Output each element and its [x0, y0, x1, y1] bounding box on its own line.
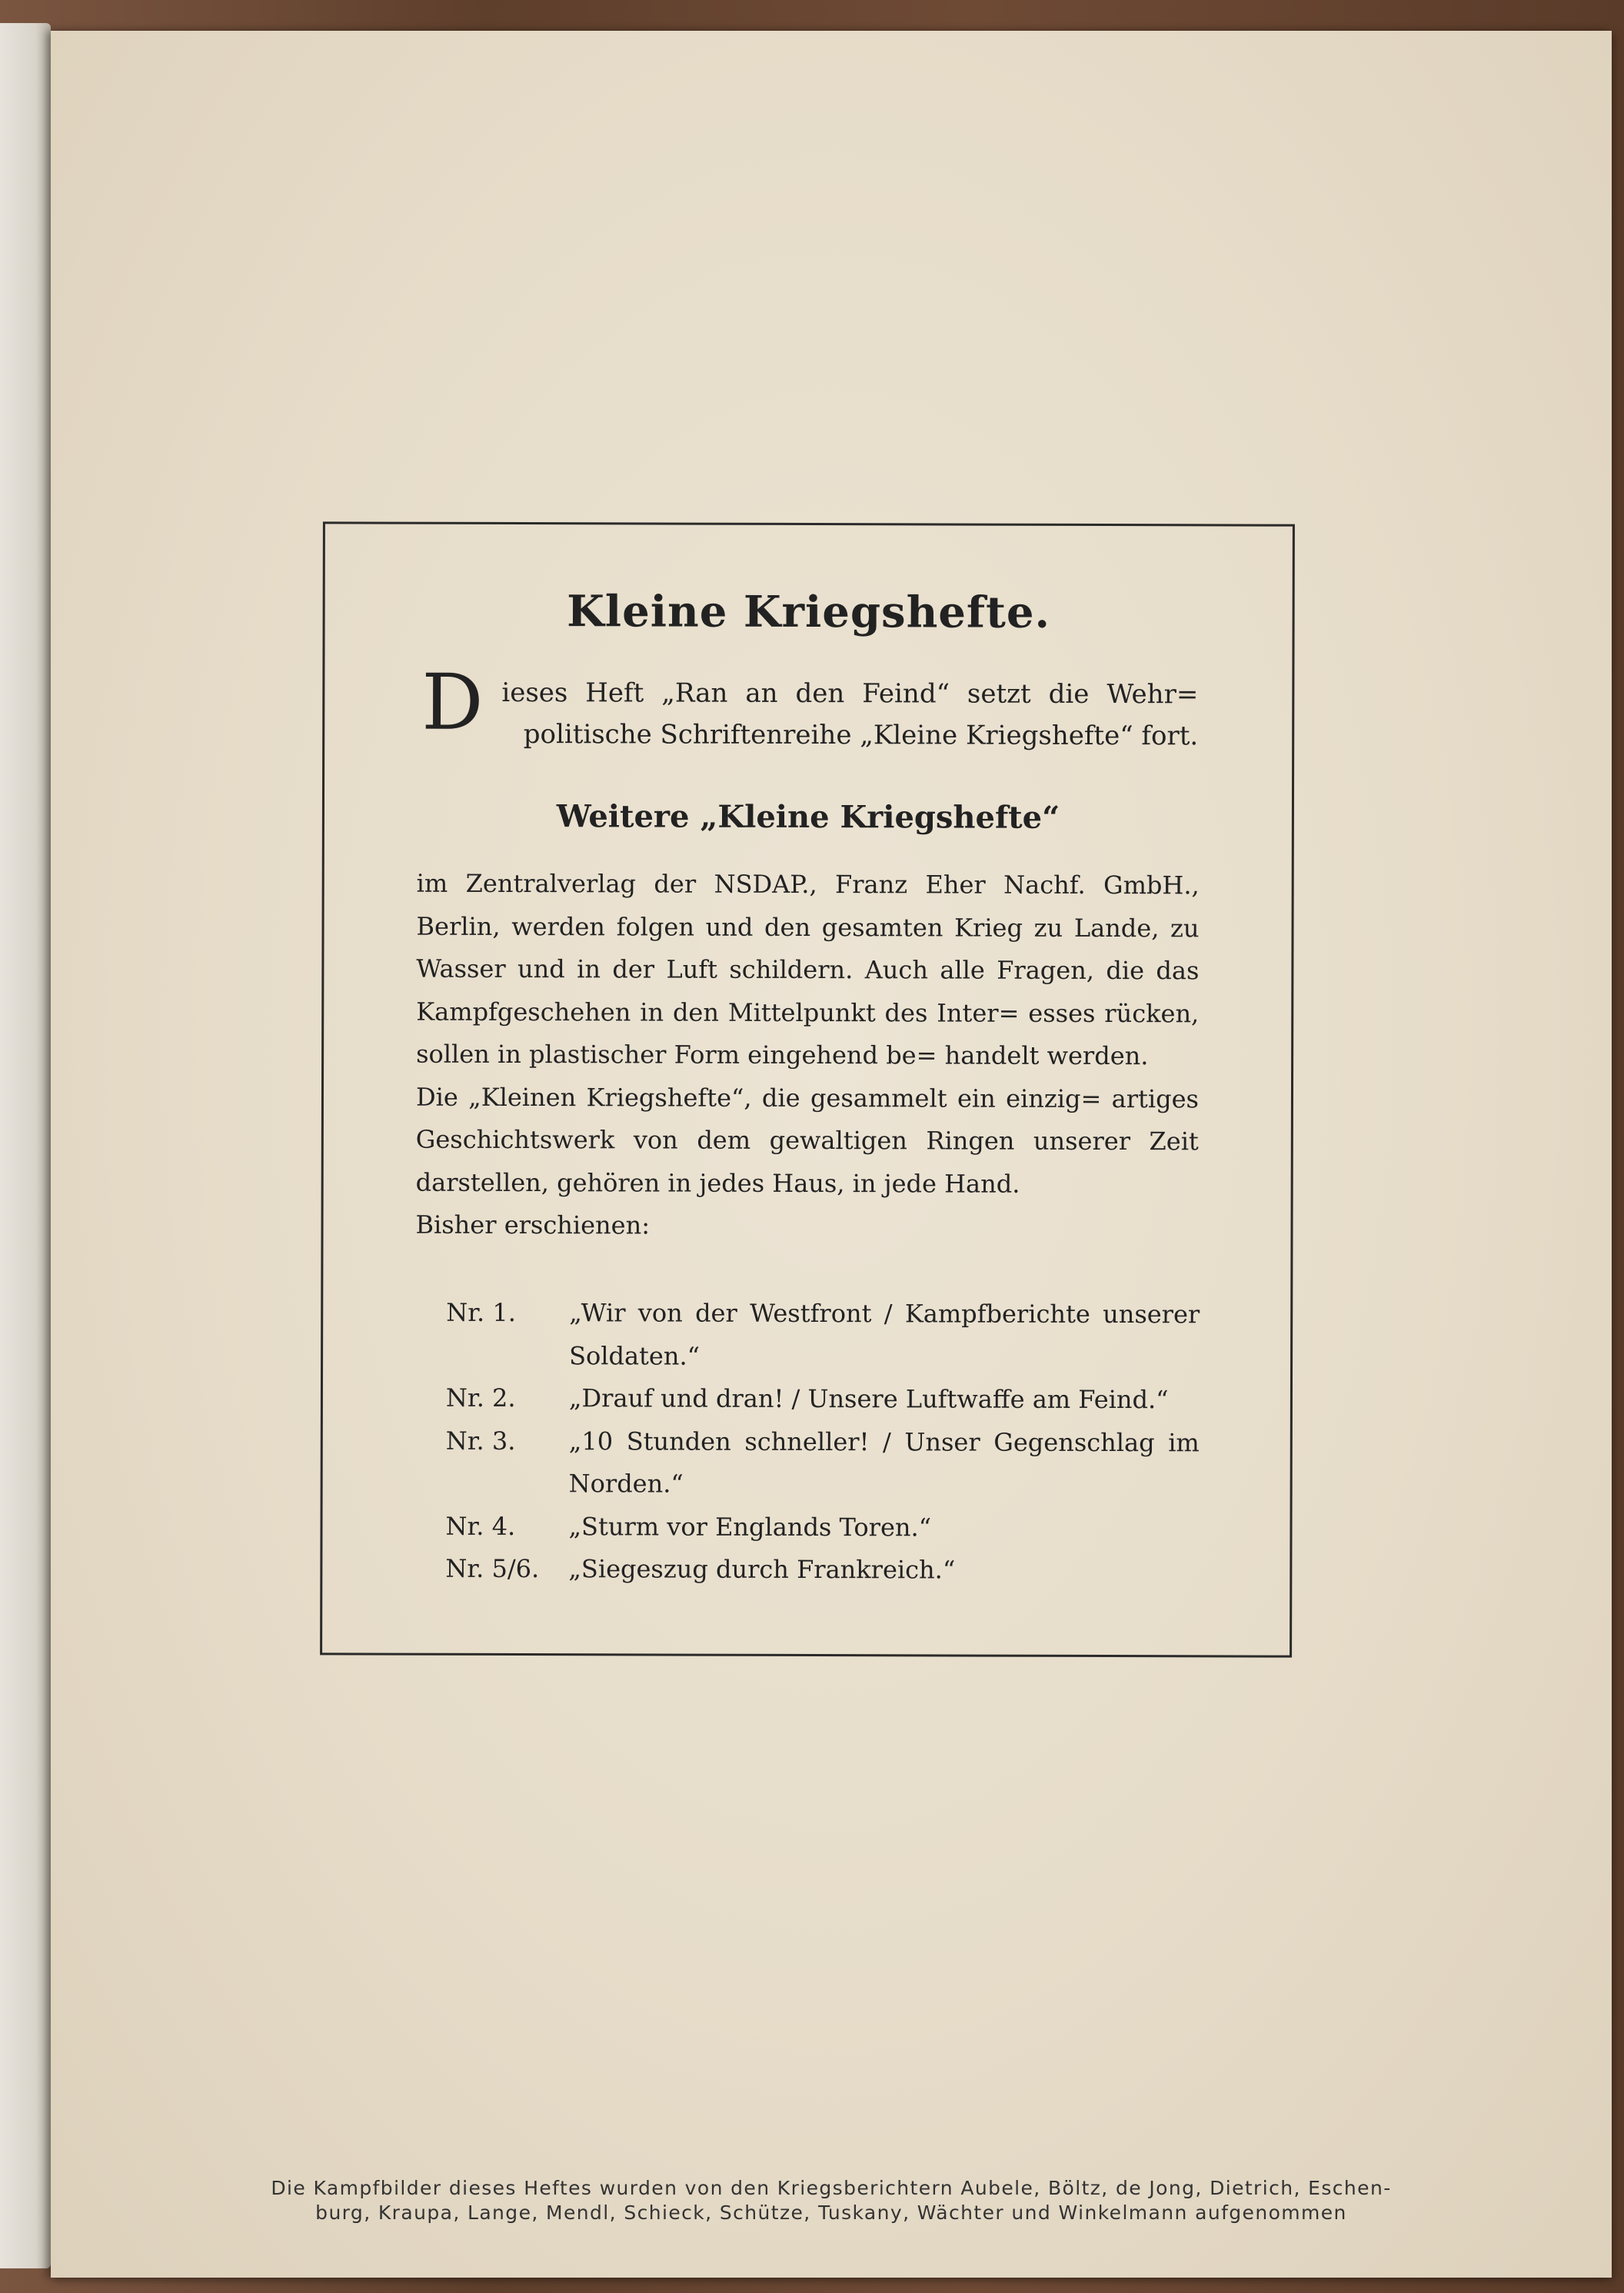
issue-number: Nr. 1. — [446, 1297, 516, 1328]
list-item — [445, 1548, 1199, 1592]
issue-title: „Sturm vor Englands Toren.“ — [568, 1511, 932, 1542]
issue-title: „Drauf und dran! / Unsere Luftwaffe am Feind.“ — [568, 1383, 1169, 1415]
notice-body — [415, 863, 1199, 1249]
drop-cap: D — [421, 657, 484, 747]
issue-number: Nr. 2. — [445, 1383, 516, 1413]
list-item — [445, 1505, 1199, 1549]
list-item — [446, 1292, 1200, 1379]
notice-title: Kleine Kriegshefte. — [567, 586, 1051, 638]
list-item — [446, 1377, 1200, 1422]
booklet-page — [51, 31, 1612, 2278]
issue-title: „Wir von der Westfront / Kampfberichte unserer Soldaten.“ — [569, 1298, 1200, 1371]
intro-line-1: ieses Heft „Ran an den Feind“ setzt die Wehr= — [501, 677, 1199, 711]
photo-credits-caption — [128, 2176, 1535, 2225]
list-heading: Bisher erschienen: — [415, 1210, 651, 1240]
previous-page-edge — [0, 23, 51, 2268]
issue-list — [445, 1292, 1200, 1592]
caption-line-2: burg, Kraupa, Lange, Mendl, Schieck, Schütze, Tuskany, Wächter und Winkelmann aufgenommen — [315, 2201, 1347, 2224]
issue-title: „Siegeszug durch Frankreich.“ — [568, 1554, 956, 1585]
body-paragraph-2: Die „Kleinen Kriegshefte“, die gesammelt ein einzig= artiges Geschichtswerk von dem gewaltigen Ringen unserer Zeit darstellen, gehören in jedes Haus, in jede Hand. — [415, 1082, 1200, 1199]
list-item — [446, 1419, 1200, 1507]
framed-notice — [320, 521, 1295, 1657]
caption-line-1: Die Kampfbilder dieses Heftes wurden von den Kriegsberichtern Aubele, Böltz, de Jong, Dietrich, Eschen- — [271, 2177, 1392, 2199]
notice-subtitle: Weitere „Kleine Kriegshefte“ — [556, 798, 1060, 836]
intro-line-2: politische Schriftenreihe „Kleine Kriegshefte“ fort. — [523, 719, 1199, 752]
issue-number: Nr. 5/6. — [445, 1553, 540, 1584]
issue-title: „10 Stunden schneller! / Unser Gegenschlag im Norden.“ — [568, 1426, 1200, 1499]
intro-paragraph — [421, 657, 1199, 759]
body-paragraph-1: im Zentralverlag der NSDAP., Franz Eher Nachf. GmbH., Berlin, werden folgen und den gesamten Krieg zu Lande, zu Wasser und in der Luft schildern. Auch alle Fragen, die das Kampfgeschehen in den Mittelpunkt des Inter= esses rücken, sollen in plastischer Form eingehend be= handelt werden. — [416, 868, 1200, 1071]
issue-number: Nr. 3. — [445, 1426, 516, 1456]
issue-number: Nr. 4. — [445, 1511, 516, 1541]
